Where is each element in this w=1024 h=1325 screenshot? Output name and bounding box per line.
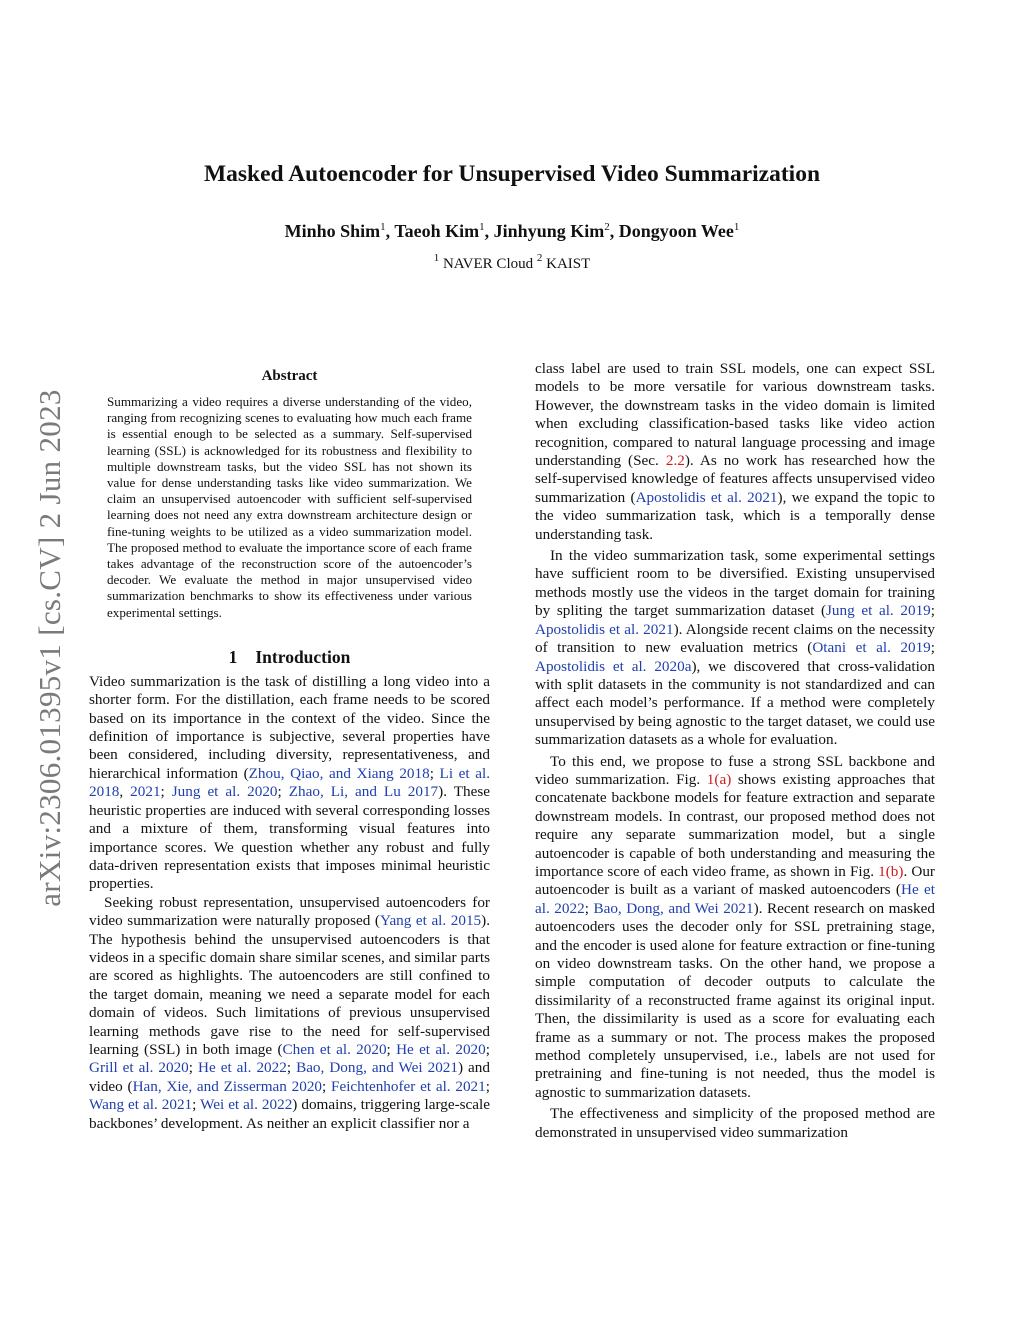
citation-link[interactable]: Grill et al. 2020 xyxy=(89,1059,189,1077)
affiliation-number: 1 xyxy=(433,252,440,264)
text-run: ; xyxy=(286,1059,297,1077)
affiliation-number: 2 xyxy=(536,252,543,264)
affiliation-name: NAVER Cloud xyxy=(442,256,534,272)
cross-reference-link[interactable]: 2.2 xyxy=(665,452,685,470)
citation-link[interactable]: Wang et al. 2021 xyxy=(89,1096,193,1114)
text-run: Video summarization is the task of distilling a long video into a shorter form. For the distillation, each frame needs to be scored based on its importance in the context of the video. Since the definition of importance is subjective, several properties have been considered, including diversity, representativeness, and hierarchical information ( xyxy=(89,672,490,782)
text-run: The effectiveness and simplicity of the proposed method are demonstrated in unsupervised video summarization xyxy=(535,1105,935,1141)
paper-title: Masked Autoencoder for Unsupervised Video Summarization xyxy=(203,161,821,187)
cross-reference-link[interactable]: 1(a) xyxy=(706,770,732,788)
citation-link[interactable]: He et al. 2022 xyxy=(535,881,936,917)
author-name: Dongyoon Wee xyxy=(618,221,734,241)
text-run: ; xyxy=(429,764,440,782)
citation-link[interactable]: Li et al. 2018 xyxy=(89,764,490,801)
author-affiliation-mark: 2 xyxy=(604,221,610,233)
text-run: ; xyxy=(188,1059,199,1077)
arxiv-identifier: arXiv:2306.01395v1 [cs.CV] 2 Jun 2023 xyxy=(32,389,67,907)
citation-link[interactable]: 2021 xyxy=(130,783,161,801)
text-run: ), we discovered that cross-validation with split datasets in the community is not standardized and can affect each model’s performance. If a method were completely unsupervised by being agnostic to the target dataset, we could use summarization datasets as a whole for evaluation. xyxy=(535,657,935,749)
citation-link[interactable]: Han, Xie, and Zisserman 2020 xyxy=(132,1077,323,1095)
author-affiliation-mark: 1 xyxy=(733,221,740,233)
text-run: ; xyxy=(485,1040,490,1058)
text-run: ; xyxy=(930,639,936,657)
section-title: Introduction xyxy=(255,646,351,667)
citation-link[interactable]: Zhao, Li, and Lu 2017 xyxy=(288,783,439,801)
paragraph xyxy=(89,673,490,894)
text-run: class label are used to train SSL models, one can expect SSL models to be more versatile for various downstream tasks. However, the downstream tasks in the video domain is limited when excluding classification-based tasks like video action recognition, compared to natural language processing and image understanding (Sec. xyxy=(535,360,935,470)
text-run: ; xyxy=(485,1077,490,1095)
text-run: ), we expand the topic to the video summarization task, which is a temporally dense understanding task. xyxy=(535,488,936,543)
author-name: Minho Shim xyxy=(284,221,381,241)
abstract-heading: Abstract xyxy=(261,368,318,384)
text-run: , xyxy=(119,783,131,801)
author-list: Minho Shim$^1$, Taeoh Kim$^1$, Jinhyung Kim$^2$, Dongyoon Wee$^1$ xyxy=(284,221,740,241)
citation-link[interactable]: Bao, Dong, and Wei 2021 xyxy=(593,899,754,917)
left-column xyxy=(89,360,490,1133)
text-run: ). These heuristic properties are induced with several corresponding losses and a mixture of them, transforming visual features into importance scores. We question whether any robust and fully data-driven representation exists that imposes minimal heuristic properties. xyxy=(89,783,490,893)
citation-link[interactable]: Wei et al. 2022 xyxy=(200,1096,293,1114)
citation-link[interactable]: Yang et al. 2015 xyxy=(380,912,482,930)
citation-link[interactable]: Apostolidis et al. 2021 xyxy=(535,620,674,638)
text-run: ; xyxy=(386,1040,397,1058)
paragraph xyxy=(89,894,490,1133)
citation-link[interactable]: He et al. 2022 xyxy=(198,1059,287,1077)
citation-link[interactable]: Apostolidis et al. 2021 xyxy=(635,488,778,506)
right-column xyxy=(535,360,935,1142)
text-run: ; xyxy=(322,1077,332,1095)
text-run: ) and video ( xyxy=(89,1059,490,1095)
citation-link[interactable]: Zhou, Qiao, and Xiang 2018 xyxy=(248,764,430,782)
paragraph xyxy=(535,547,935,749)
citation-link[interactable]: He et al. 2020 xyxy=(396,1040,486,1058)
text-run: ; xyxy=(277,783,289,801)
text-run: In the video summarization task, some experimental settings have sufficient room to be diversified. Existing unsupervised methods mostly use the videos in the target domain for training by spliting the target summarization dataset ( xyxy=(535,547,935,620)
text-run: ; xyxy=(584,899,594,917)
text-run: Seeking robust representation, unsupervised autoencoders for video summarization were naturally proposed ( xyxy=(89,893,490,930)
author-affiliation-mark: 1 xyxy=(479,221,485,233)
paragraph xyxy=(535,1105,935,1142)
text-run: ; xyxy=(160,783,172,801)
paragraph xyxy=(535,360,935,544)
author-affiliation-mark: 1 xyxy=(380,221,386,233)
section-number: 1 xyxy=(228,646,238,667)
text-run: shows existing approaches that concatenate backbone models for feature extraction and separate downstream models. In contrast, our proposed method does not require any separate summarization model, but a single autoencoder is capable of both understanding and measuring the importance score of each video frame, as shown in Fig. xyxy=(535,770,935,880)
text-run: ; xyxy=(930,602,935,620)
section-heading-introduction xyxy=(89,645,490,669)
text-run: . Our autoencoder is built as a variant of masked autoencoders ( xyxy=(535,862,935,899)
citation-link[interactable]: Apostolidis et al. 2020a xyxy=(535,657,692,675)
author-name: Jinhyung Kim xyxy=(493,221,605,241)
citation-link[interactable]: Bao, Dong, and Wei 2021 xyxy=(296,1059,458,1077)
text-run: ). Recent research on masked autoencoders uses the decoder only for SSL pretraining stage, and the encoder is used alone for feature extraction or fine-tuning on video downstream tasks. On the other hand, we propose a simple computation of decoder outputs to calculate the dissimilarity of a reconstructed frame against its original input. Then, the dissimilarity is used as a score for evaluating each frame as a summary or not. The process makes the proposed method completely unsupervised, i.e., labels are not used for pretraining and fine-tuning is not needed, thus the model is agnostic to summarization datasets. xyxy=(535,899,935,1101)
citation-link[interactable]: Otani et al. 2019 xyxy=(812,639,931,657)
text-run: To this end, we propose to fuse a strong SSL backbone and video summarization. Fig. xyxy=(535,752,935,788)
citation-link[interactable]: Jung et al. 2020 xyxy=(171,783,278,801)
citation-link[interactable]: Feichtenhofer et al. 2021 xyxy=(331,1077,486,1095)
abstract-text: Summarizing a video requires a diverse understanding of the video, ranging from recognizing scenes to evaluating how much each frame is essential enough to be selected as a summary. Self-supervised learning (SSL) is acknowledged for its robustness and flexibility to multiple downstream tasks, but the video SSL has not shown its value for dense understanding tasks like video summarization. We claim an unsupervised autoencoder with sufficient self-supervised learning does not need any extra downstream architecture design or fine-tuning weights to be utilized as a video summarization model. The proposed method to evaluate the importance score of each frame takes advantage of the reconstruction score of the autoencoder’s decoder. We evaluate the method in major unsupervised video summarization benchmarks to show its effectiveness under various experimental settings. xyxy=(107,394,472,620)
text-run: ). Alongside recent claims on the necessity of transition to new evaluation metrics ( xyxy=(535,620,935,657)
text-run: ). The hypothesis behind the unsupervised autoencoders is that videos in a specific domain share similar scenes, and similar parts are scored as highlights. The autoencoders are still confined to the target domain, meaning we need a separate model for each domain of videos. Such limitations of previous unsupervised learning methods gave rise to the need for self-supervised learning (SSL) in both image ( xyxy=(89,912,490,1058)
cross-reference-link[interactable]: 1(b) xyxy=(878,862,904,880)
citation-link[interactable]: Chen et al. 2020 xyxy=(282,1040,387,1058)
affiliation-name: KAIST xyxy=(546,256,591,272)
affiliation-line xyxy=(130,252,894,276)
paragraph xyxy=(535,753,935,1103)
author-name: Taeoh Kim xyxy=(394,221,480,241)
text-run: ; xyxy=(192,1096,201,1114)
citation-link[interactable]: Jung et al. 2019 xyxy=(826,602,931,620)
text-run: ). As no work has researched how the self-supervised knowledge of features affects unsupervised video summarization ( xyxy=(535,452,936,506)
text-run: ) domains, triggering large-scale backbones’ development. As neither an explicit classifier nor a xyxy=(89,1096,491,1132)
